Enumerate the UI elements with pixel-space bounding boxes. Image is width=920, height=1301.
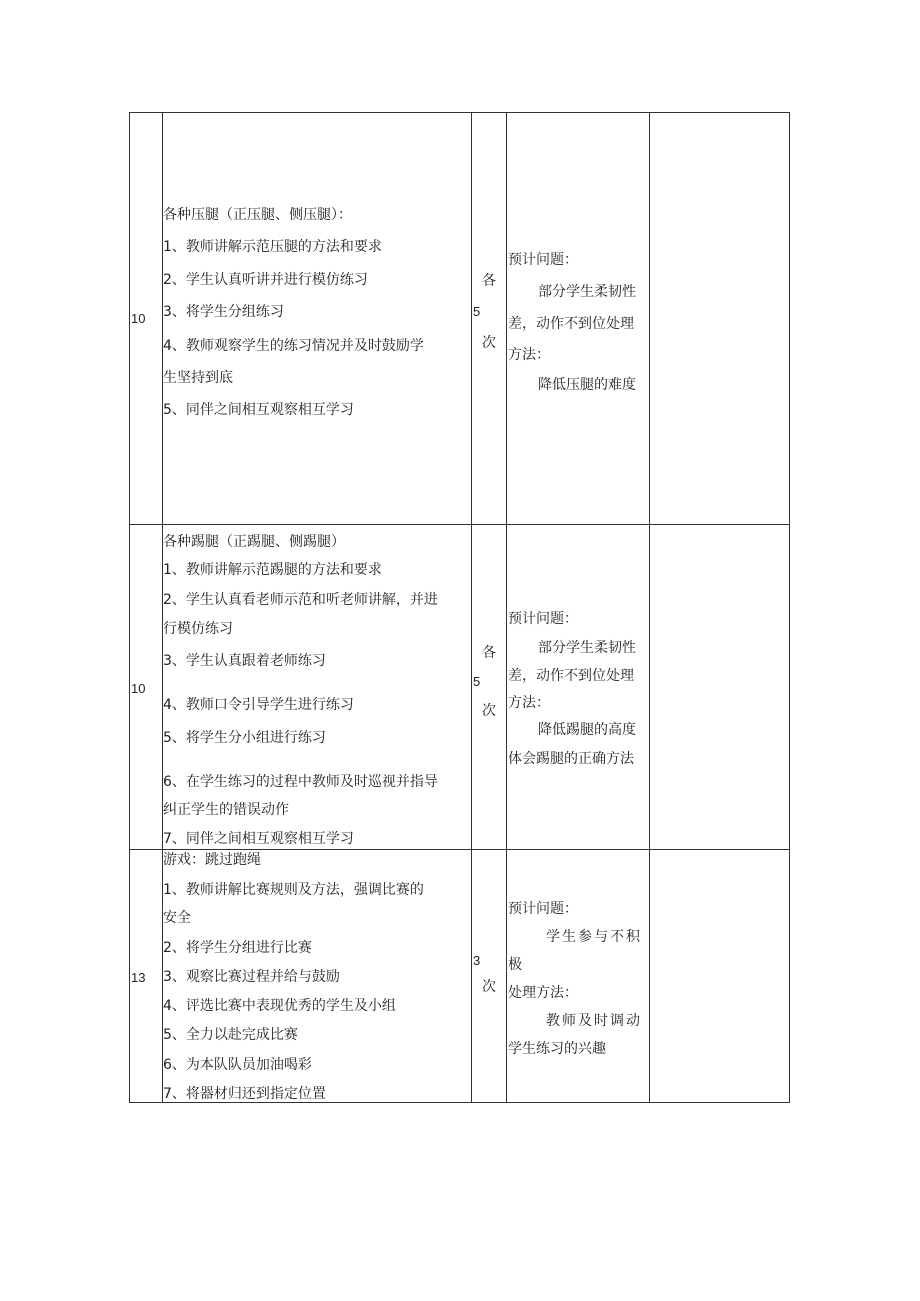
- content-line: 2、学生认真听讲并进行模仿练习: [163, 272, 368, 288]
- content-line: 4、教师观察学生的练习情况并及时鼓励学: [163, 338, 424, 354]
- note-line: 方法：: [508, 695, 550, 711]
- count-unit: 次: [482, 335, 496, 351]
- note-line: 教师及时调动: [546, 1013, 642, 1029]
- note-line: 预计问题：: [508, 901, 578, 917]
- note-line: 极: [508, 957, 522, 973]
- count-number: 3: [473, 953, 481, 968]
- time-cell: 10: [131, 311, 146, 326]
- note-line: 预计问题：: [508, 611, 578, 627]
- content-line: 3、学生认真跟着老师练习: [163, 653, 326, 669]
- note-line: 部分学生柔韧性: [538, 640, 636, 656]
- note-line: 降低踢腿的高度: [538, 722, 636, 738]
- note-line: 降低压腿的难度: [538, 377, 636, 393]
- content-line: 4、教师口令引导学生进行练习: [163, 697, 354, 713]
- note-line: 学生练习的兴趣: [508, 1041, 606, 1057]
- content-line: 纠正学生的错误动作: [163, 802, 289, 818]
- content-line: 6、在学生练习的过程中教师及时巡视并指导: [163, 774, 438, 790]
- content-line: 7、同伴之间相互观察相互学习: [163, 831, 354, 847]
- content-line: 行模仿练习: [163, 621, 233, 637]
- content-line: 安全: [163, 910, 191, 926]
- content-line: 各种压腿（正压腿、侧压腿）：: [163, 207, 352, 223]
- content-line: 4、评选比赛中表现优秀的学生及小组: [163, 998, 396, 1014]
- content-line: 3、观察比赛过程并给与鼓励: [163, 969, 340, 985]
- content-line: 1、教师讲解示范踢腿的方法和要求: [163, 562, 382, 578]
- content-line: 各种踢腿（正踢腿、侧踢腿）: [163, 534, 345, 550]
- count-top: 各: [482, 273, 496, 289]
- content-line: 2、学生认真看老师示范和听老师讲解，并进: [163, 592, 438, 608]
- content-line: 7、将器材归还到指定位置: [163, 1086, 326, 1102]
- content-line: 6、为本队队员加油喝彩: [163, 1057, 312, 1073]
- content-line: 1、教师讲解比赛规则及方法，强调比赛的: [163, 882, 424, 898]
- content-line: 1、教师讲解示范压腿的方法和要求: [163, 239, 382, 255]
- count-number: 5: [473, 674, 481, 689]
- count-number: 5: [473, 304, 481, 319]
- note-line: 体会踢腿的正确方法: [508, 751, 634, 767]
- time-cell: 10: [131, 681, 146, 696]
- note-line: 方法：: [508, 347, 550, 363]
- time-cell: 13: [131, 970, 146, 985]
- note-line: 学生参与不积: [546, 929, 642, 945]
- note-line: 处理方法：: [508, 985, 578, 1001]
- content-line: 生坚持到底: [163, 370, 233, 386]
- content-line: 3、将学生分组练习: [163, 304, 284, 320]
- content-line: 5、将学生分小组进行练习: [163, 730, 326, 746]
- note-line: 部分学生柔韧性: [538, 284, 636, 300]
- count-unit: 次: [482, 703, 496, 719]
- note-line: 差，动作不到位处理: [508, 668, 634, 684]
- count-top: 各: [482, 645, 496, 661]
- note-line: 预计问题：: [508, 252, 578, 268]
- count-unit: 次: [482, 979, 496, 995]
- note-line: 差，动作不到位处理: [508, 316, 634, 332]
- content-line: 2、将学生分组进行比赛: [163, 940, 312, 956]
- content-line: 游戏：跳过跑绳: [163, 852, 261, 868]
- content-line: 5、全力以赴完成比赛: [163, 1027, 298, 1043]
- content-line: 5、同伴之间相互观察相互学习: [163, 402, 354, 418]
